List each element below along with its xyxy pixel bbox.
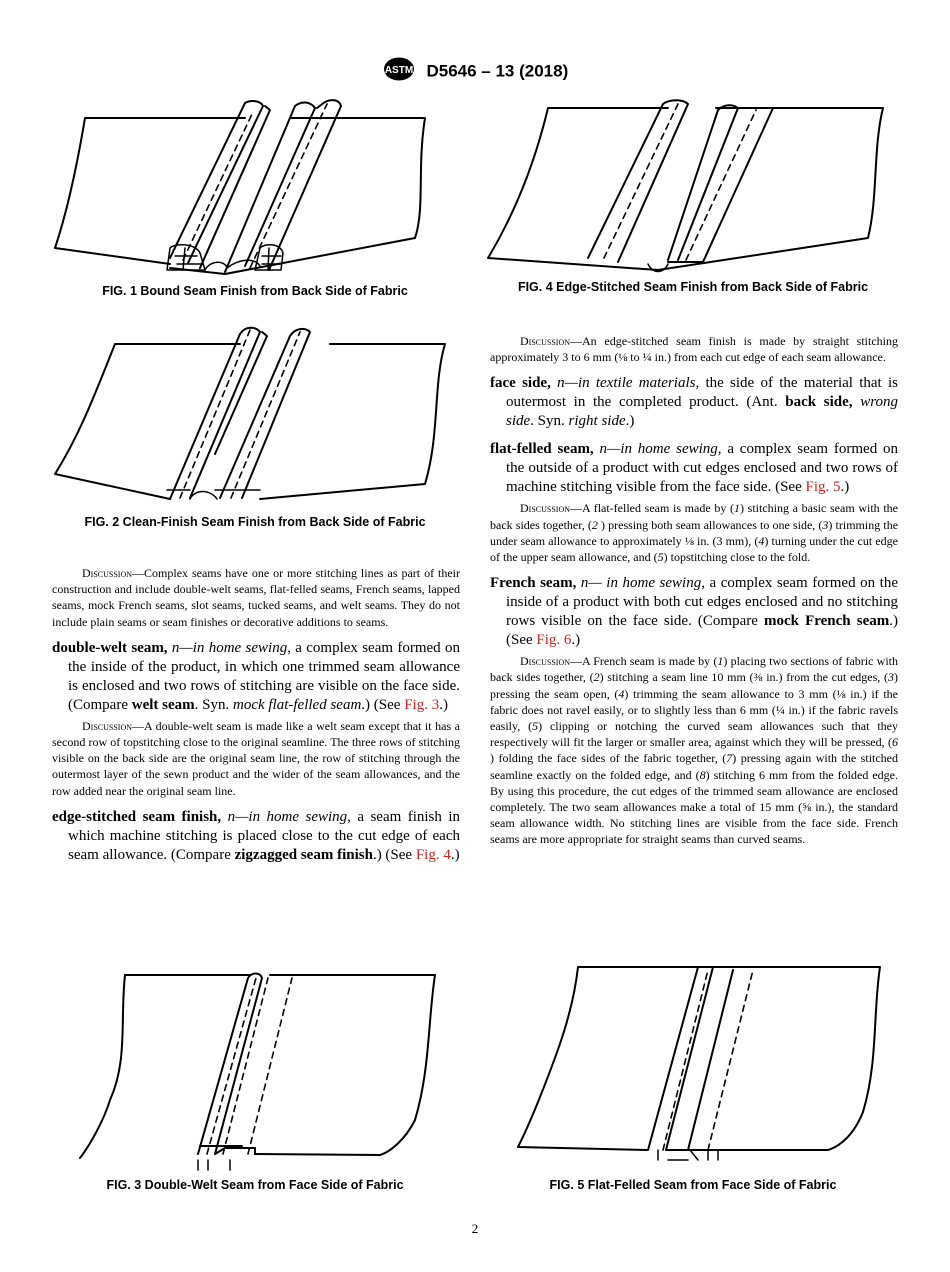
fig5-caption: FIG. 5 Flat-Felled Seam from Face Side of Fabric [549, 1178, 837, 1192]
fig2-clean-finish-seam-drawing [55, 324, 445, 504]
fig4-caption: FIG. 4 Edge-Stitched Seam Finish from Back Side of Fabric [517, 280, 869, 294]
page-number: 2 [471, 1221, 479, 1236]
fig3-link[interactable]: Fig. 3 [404, 696, 440, 713]
fig6-link[interactable]: Fig. 6 [536, 632, 572, 649]
fig3-double-welt-seam-drawing [80, 970, 440, 1170]
discussion-french-seam: Discussion—A French seam is made by (1) placing two sections of fabric with back sides together, (2) stitching a seam line 10 mm (⅜ in.) from the cut edges, (3) pressing the seam open, (4) trimming the seam allowance to 3 mm (⅛ in.) if the fabric does not ravel easily, or to slightly less than 6 mm (¼ in.) if the fabric ravels easily, (5) clipping or notching the curved seam allowances such that they respectively will fit the larger or smaller area, against which they will be pressed, (6 ) folding the face sides of the fabric together, (7) pressing again with the stitched seamline exactly on the folded edge, and (8) stitching 6 mm from the folded edge. By using this procedure, the cut edges of the trimmed seam allowance are enclosed completely. The two seam allowances make a total of 15 mm (⅝ in.), the standard seam allowance width. No stitching lines are visible from the face side. French seams are more appropriate for straight seams than curved seams. [490, 654, 899, 847]
definition-edge-stitched-seam-finish: edge-stitched seam finish, n—in home sewing, a seam finish in which machine stitching is placed close to the cut edge of each seam allowance. (Compare zigzagged seam finish.) (See Fig. 4.) [52, 808, 460, 863]
fig5-flat-felled-seam-drawing [518, 962, 888, 1167]
fig4-link[interactable]: Fig. 4 [415, 846, 451, 863]
fig5-link[interactable]: Fig. 5 [805, 479, 841, 496]
definition-double-welt-seam: double-welt seam, n—in home sewing, a complex seam formed on the inside of the product, in which one trimmed seam allowance is enclosed and two rows of stitching are visible on the face side. (Compare welt seam. Syn. mock flat-felled seam.) (See Fig. 3.) [52, 639, 460, 713]
discussion-complex-seams: Discussion—Complex seams have one or more stitching lines as part of their construction and include double-welt seams, flat-felled seams, French seams, lapped seams, mock French seams, slot seams, tucked seams, and welt seams. They do not include plain seams or seam finishes or decorative additions to seams. [52, 566, 460, 629]
discussion-double-welt: Discussion—A double-welt seam is made like a welt seam except that it has a second row of topstitching close to the original seamline. The three rows of stitching visible on the back side are the original seam line, the row of stitching through the outermost layer of the sewn product and the wider of the seam allowances, and the row added near the original seam line. [52, 718, 460, 798]
svg-text:ASTM: ASTM [384, 65, 413, 76]
fig1-caption: FIG. 1 Bound Seam Finish from Back Side of Fabric [102, 284, 408, 298]
right-column [490, 333, 898, 848]
discussion-edge-stitched: Discussion—An edge-stitched seam finish is made by straight stitching approximately 3 to 6 mm (⅛ to ¼ in.) from each cut edge of each seam allowance. [490, 334, 898, 365]
definition-french-seam: French seam, n— in home sewing, a complex seam formed on the inside of a product with both cut edges enclosed and no stitching rows visible on the face side. (Compare mock French seam.) (See Fig. 6.) [490, 575, 898, 649]
document-header [0, 56, 950, 87]
definition-flat-felled-seam: flat-felled seam, n—in home sewing, a complex seam formed on the outside of a product with cut edges enclosed and two rows of machine stitching visible from the face side. (See Fig. 5.) [490, 441, 898, 496]
fig4-edge-stitched-seam-drawing [488, 98, 888, 273]
left-column [52, 565, 460, 865]
discussion-flat-felled: Discussion—A flat-felled seam is made by (1) stitching a basic seam with the back sides together, (2 ) pressing both seam allowances to one side, (3) trimming the under seam allowance to approximately ⅛ in. (3 mm), (4) turning under the cut edge of the upper seam allowance, and (5) topstitching close to the fold. [490, 501, 899, 565]
fig3-caption: FIG. 3 Double-Welt Seam from Face Side of Fabric [106, 1178, 404, 1192]
fig1-bound-seam-drawing [55, 98, 435, 278]
definition-face-side: face side, n—in textile materials, the side of the material that is outermost in the completed product. (Ant. back side, wrong side. Syn. right side.) [490, 375, 898, 430]
document-number: D5646 – 13 (2018) [426, 61, 569, 81]
astm-logo-icon [382, 56, 416, 87]
fig2-caption: FIG. 2 Clean-Finish Seam Finish from Back Side of Fabric [84, 515, 426, 529]
